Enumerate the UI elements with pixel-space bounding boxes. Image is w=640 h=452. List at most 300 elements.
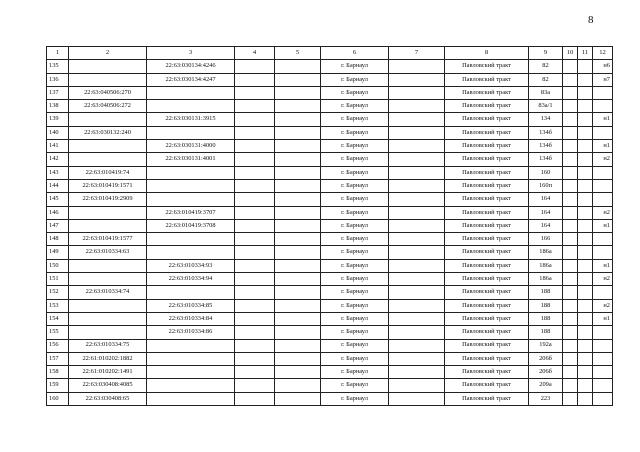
table-cell-col-2 [69,259,147,272]
table-cell-col-4 [235,273,275,286]
table-cell-col-3: 22:63:030131:4001 [147,153,235,166]
table-cell-col-5 [275,286,321,299]
table-cell-col-6: г. Барнаул [321,153,389,166]
table-cell-col-7 [389,286,445,299]
table-cell-col-8: Павловский тракт [445,246,529,259]
table-cell-col-11 [578,193,593,206]
table-cell-col-10 [563,166,578,179]
table-cell-col-12 [593,86,613,99]
table-cell-col-12: н1 [593,140,613,153]
table-cell-col-7 [389,392,445,405]
table-cell-col-9: 166 [529,233,563,246]
table-cell-col-10 [563,392,578,405]
table-cell-col-1: 139 [47,113,69,126]
table-cell-col-3 [147,366,235,379]
table-cell-col-1: 160 [47,392,69,405]
table-cell-col-6: г. Барнаул [321,273,389,286]
table-cell-col-6: г. Барнаул [321,366,389,379]
table-cell-col-9: 134б [529,126,563,139]
table-cell-col-3 [147,246,235,259]
table-cell-col-5 [275,273,321,286]
table-cell-col-7 [389,366,445,379]
table-cell-col-1: 138 [47,100,69,113]
table-cell-col-4 [235,166,275,179]
table-cell-col-11 [578,73,593,86]
table-cell-col-1: 157 [47,352,69,365]
table-cell-col-11 [578,352,593,365]
table-cell-col-9: 160п [529,179,563,192]
table-cell-col-7 [389,312,445,325]
table-cell-col-4 [235,326,275,339]
table-cell-col-8: Павловский тракт [445,193,529,206]
table-cell-col-7 [389,339,445,352]
table-cell-col-8: Павловский тракт [445,259,529,272]
column-header-8: 8 [445,47,529,60]
table-cell-col-3: 22:63:010419:3708 [147,219,235,232]
table-cell-col-11 [578,60,593,73]
table-cell-col-3 [147,286,235,299]
table-row [47,113,613,126]
table-cell-col-9: 83а [529,86,563,99]
table-cell-col-9: 134б [529,140,563,153]
table-cell-col-10 [563,179,578,192]
table-cell-col-6: г. Барнаул [321,379,389,392]
table-cell-col-9: 192а [529,339,563,352]
table-cell-col-9: 186а [529,273,563,286]
table-cell-col-4 [235,233,275,246]
table-cell-col-5 [275,366,321,379]
table-cell-col-11 [578,86,593,99]
table-cell-col-7 [389,113,445,126]
table-cell-col-12: н6 [593,60,613,73]
table-row [47,166,613,179]
table-cell-col-9: 188 [529,312,563,325]
table-cell-col-6: г. Барнаул [321,233,389,246]
table-row [47,352,613,365]
table-cell-col-5 [275,233,321,246]
table-cell-col-10 [563,206,578,219]
table-row [47,392,613,405]
table-cell-col-5 [275,166,321,179]
table-cell-col-12: н2 [593,299,613,312]
table-cell-col-3 [147,379,235,392]
table-cell-col-11 [578,206,593,219]
table-cell-col-6: г. Барнаул [321,179,389,192]
table-cell-col-1: 150 [47,259,69,272]
table-row [47,273,613,286]
table-cell-col-6: г. Барнаул [321,100,389,113]
table-cell-col-12 [593,392,613,405]
column-header-3: 3 [147,47,235,60]
table-cell-col-10 [563,193,578,206]
table-cell-col-2: 22:61:010202:1882 [69,352,147,365]
table-cell-col-1: 156 [47,339,69,352]
table-row [47,379,613,392]
table-cell-col-12: н1 [593,113,613,126]
table-cell-col-8: Павловский тракт [445,312,529,325]
table-cell-col-7 [389,299,445,312]
table-cell-col-7 [389,73,445,86]
table-cell-col-7 [389,259,445,272]
table-cell-col-8: Павловский тракт [445,126,529,139]
table-cell-col-4 [235,73,275,86]
table-cell-col-2: 22:63:010419:1577 [69,233,147,246]
table-cell-col-4 [235,379,275,392]
table-cell-col-6: г. Барнаул [321,339,389,352]
table-row [47,73,613,86]
table-row [47,312,613,325]
table-cell-col-7 [389,206,445,219]
table-cell-col-8: Павловский тракт [445,366,529,379]
table-cell-col-5 [275,126,321,139]
table-cell-col-7 [389,273,445,286]
table-cell-col-4 [235,392,275,405]
table-cell-col-10 [563,273,578,286]
table-cell-col-11 [578,100,593,113]
table-cell-col-8: Павловский тракт [445,326,529,339]
table-cell-col-1: 140 [47,126,69,139]
table-cell-col-7 [389,246,445,259]
table-cell-col-6: г. Барнаул [321,299,389,312]
table-row [47,193,613,206]
table-cell-col-8: Павловский тракт [445,113,529,126]
table-cell-col-9: 134б [529,153,563,166]
table-row [47,179,613,192]
table-cell-col-8: Павловский тракт [445,140,529,153]
table-cell-col-12 [593,100,613,113]
table-cell-col-8: Павловский тракт [445,273,529,286]
table-cell-col-11 [578,113,593,126]
table-cell-col-7 [389,233,445,246]
table-cell-col-3 [147,392,235,405]
table-cell-col-8: Павловский тракт [445,392,529,405]
table-cell-col-11 [578,246,593,259]
table-cell-col-6: г. Барнаул [321,126,389,139]
table-cell-col-4 [235,259,275,272]
table-cell-col-2 [69,140,147,153]
table-cell-col-12 [593,326,613,339]
table-cell-col-10 [563,86,578,99]
table-cell-col-3 [147,166,235,179]
table-cell-col-10 [563,299,578,312]
table-cell-col-1: 158 [47,366,69,379]
table-cell-col-9: 82 [529,73,563,86]
table-cell-col-4 [235,352,275,365]
table-cell-col-4 [235,179,275,192]
table-cell-col-8: Павловский тракт [445,379,529,392]
table-cell-col-7 [389,166,445,179]
table-cell-col-2 [69,219,147,232]
table-cell-col-2: 22:63:030408:4085 [69,379,147,392]
table-cell-col-5 [275,100,321,113]
table-cell-col-12 [593,286,613,299]
table-cell-col-10 [563,219,578,232]
table-cell-col-5 [275,326,321,339]
table-cell-col-4 [235,140,275,153]
table-cell-col-3 [147,179,235,192]
table-cell-col-12 [593,233,613,246]
table-cell-col-3 [147,233,235,246]
table-row [47,219,613,232]
table-cell-col-1: 147 [47,219,69,232]
table-cell-col-3 [147,86,235,99]
table-cell-col-7 [389,179,445,192]
table-cell-col-8: Павловский тракт [445,60,529,73]
table-cell-col-3: 22:63:030131:4000 [147,140,235,153]
table-cell-col-12 [593,193,613,206]
table-cell-col-12 [593,352,613,365]
table-cell-col-5 [275,352,321,365]
table-cell-col-4 [235,60,275,73]
table-cell-col-9: 223 [529,392,563,405]
table-cell-col-3 [147,100,235,113]
table-cell-col-10 [563,259,578,272]
table-cell-col-2 [69,60,147,73]
column-header-1: 1 [47,47,69,60]
table-cell-col-3: 22:63:010334:85 [147,299,235,312]
table-cell-col-11 [578,312,593,325]
table-cell-col-10 [563,140,578,153]
column-header-5: 5 [275,47,321,60]
table-row [47,246,613,259]
table-cell-col-6: г. Барнаул [321,206,389,219]
table-cell-col-10 [563,286,578,299]
table-cell-col-10 [563,312,578,325]
table-row [47,326,613,339]
table-cell-col-7 [389,352,445,365]
table-cell-col-12 [593,126,613,139]
table-cell-col-3: 22:63:010419:3707 [147,206,235,219]
column-header-9: 9 [529,47,563,60]
table-cell-col-1: 154 [47,312,69,325]
table-cell-col-12 [593,179,613,192]
table-body [47,60,613,406]
table-cell-col-2 [69,326,147,339]
table-cell-col-3: 22:63:010334:86 [147,326,235,339]
table-cell-col-7 [389,153,445,166]
table-cell-col-4 [235,193,275,206]
table-cell-col-1: 137 [47,86,69,99]
table-cell-col-7 [389,219,445,232]
table-cell-col-10 [563,113,578,126]
column-header-6: 6 [321,47,389,60]
header-row [47,47,613,60]
table-cell-col-12: н1 [593,259,613,272]
table-cell-col-11 [578,153,593,166]
table-cell-col-10 [563,233,578,246]
table-cell-col-8: Павловский тракт [445,233,529,246]
table-cell-col-11 [578,299,593,312]
table-cell-col-12 [593,379,613,392]
table-cell-col-11 [578,259,593,272]
table-cell-col-5 [275,299,321,312]
table-row [47,259,613,272]
table-cell-col-6: г. Барнаул [321,73,389,86]
table-cell-col-1: 151 [47,273,69,286]
table-cell-col-1: 135 [47,60,69,73]
table-cell-col-1: 159 [47,379,69,392]
table-cell-col-6: г. Барнаул [321,352,389,365]
table-cell-col-4 [235,153,275,166]
table-cell-col-12 [593,366,613,379]
table-cell-col-9: 209а [529,379,563,392]
table-row [47,126,613,139]
table-cell-col-5 [275,379,321,392]
table-cell-col-6: г. Барнаул [321,113,389,126]
table-cell-col-2 [69,206,147,219]
table-cell-col-9: 186а [529,246,563,259]
table-cell-col-6: г. Барнаул [321,392,389,405]
table-cell-col-2: 22:63:040506:270 [69,86,147,99]
table-cell-col-4 [235,100,275,113]
table-cell-col-1: 149 [47,246,69,259]
table-cell-col-3: 22:63:030134:4246 [147,60,235,73]
table-cell-col-2: 22:63:030408:65 [69,392,147,405]
table-cell-col-4 [235,312,275,325]
table-cell-col-12: н1 [593,219,613,232]
table-cell-col-4 [235,219,275,232]
table-cell-col-9: 188 [529,326,563,339]
table-cell-col-9: 206б [529,352,563,365]
table-cell-col-9: 188 [529,286,563,299]
table-cell-col-6: г. Барнаул [321,219,389,232]
table-cell-col-12: н2 [593,206,613,219]
table-cell-col-9: 83а/1 [529,100,563,113]
table-cell-col-2: 22:63:030132:240 [69,126,147,139]
table-cell-col-8: Павловский тракт [445,153,529,166]
table-cell-col-8: Павловский тракт [445,339,529,352]
table-cell-col-1: 146 [47,206,69,219]
table-cell-col-6: г. Барнаул [321,312,389,325]
table-cell-col-11 [578,379,593,392]
table-row [47,339,613,352]
column-header-4: 4 [235,47,275,60]
table-cell-col-1: 145 [47,193,69,206]
table-cell-col-1: 142 [47,153,69,166]
table-cell-col-12: н2 [593,153,613,166]
table-cell-col-11 [578,219,593,232]
table-cell-col-11 [578,392,593,405]
table-cell-col-3: 22:63:030134:4247 [147,73,235,86]
table-cell-col-8: Павловский тракт [445,286,529,299]
table-cell-col-9: 164 [529,206,563,219]
table-cell-col-10 [563,352,578,365]
table-cell-col-10 [563,366,578,379]
table-cell-col-9: 134 [529,113,563,126]
table-cell-col-4 [235,113,275,126]
table-row [47,153,613,166]
table-cell-col-8: Павловский тракт [445,166,529,179]
table-cell-col-4 [235,366,275,379]
table-cell-col-5 [275,113,321,126]
table-cell-col-2: 22:63:010419:2909 [69,193,147,206]
table-cell-col-6: г. Барнаул [321,193,389,206]
table-cell-col-7 [389,60,445,73]
table-cell-col-9: 188 [529,299,563,312]
table-cell-col-8: Павловский тракт [445,179,529,192]
table-cell-col-4 [235,206,275,219]
table-cell-col-5 [275,339,321,352]
table-cell-col-3: 22:63:010334:84 [147,312,235,325]
table-row [47,286,613,299]
table-cell-col-1: 144 [47,179,69,192]
table-cell-col-4 [235,246,275,259]
table-cell-col-1: 155 [47,326,69,339]
table-cell-col-5 [275,312,321,325]
table-row [47,366,613,379]
table-row [47,299,613,312]
table-cell-col-9: 82 [529,60,563,73]
table-cell-col-5 [275,219,321,232]
table-cell-col-2 [69,312,147,325]
table-cell-col-11 [578,233,593,246]
table-cell-col-9: 206б [529,366,563,379]
table-cell-col-6: г. Барнаул [321,286,389,299]
table-cell-col-12 [593,339,613,352]
table-cell-col-6: г. Барнаул [321,140,389,153]
table-cell-col-10 [563,153,578,166]
table-row [47,86,613,99]
table-cell-col-6: г. Барнаул [321,246,389,259]
table-row [47,206,613,219]
table-cell-col-2: 22:63:010419:74 [69,166,147,179]
table-cell-col-1: 152 [47,286,69,299]
table-cell-col-9: 164 [529,193,563,206]
table-cell-col-6: г. Барнаул [321,166,389,179]
table-cell-col-11 [578,166,593,179]
table-cell-col-2 [69,153,147,166]
table-cell-col-4 [235,86,275,99]
table-cell-col-2: 22:63:010419:1571 [69,179,147,192]
table-cell-col-10 [563,339,578,352]
table-cell-col-8: Павловский тракт [445,86,529,99]
table-cell-col-8: Павловский тракт [445,100,529,113]
table-cell-col-8: Павловский тракт [445,206,529,219]
table-cell-col-10 [563,126,578,139]
table-cell-col-5 [275,193,321,206]
column-header-11: 11 [578,47,593,60]
table-cell-col-10 [563,60,578,73]
table-cell-col-9: 186а [529,259,563,272]
table-cell-col-2: 22:63:010334:75 [69,339,147,352]
table-row [47,140,613,153]
table-cell-col-10 [563,379,578,392]
table-cell-col-8: Павловский тракт [445,352,529,365]
table-cell-col-11 [578,273,593,286]
table-cell-col-3 [147,193,235,206]
table-cell-col-3: 22:63:030131:3915 [147,113,235,126]
table-cell-col-8: Павловский тракт [445,299,529,312]
table-cell-col-5 [275,86,321,99]
register-table [46,46,613,406]
table-cell-col-7 [389,126,445,139]
table-cell-col-7 [389,140,445,153]
table-cell-col-6: г. Барнаул [321,326,389,339]
table-cell-col-7 [389,86,445,99]
table-cell-col-10 [563,326,578,339]
table-cell-col-5 [275,179,321,192]
table-cell-col-2: 22:63:040506:272 [69,100,147,113]
table-cell-col-11 [578,326,593,339]
table-cell-col-2: 22:63:010334:74 [69,286,147,299]
table-cell-col-7 [389,193,445,206]
table-cell-col-1: 153 [47,299,69,312]
table-cell-col-3 [147,126,235,139]
table-cell-col-1: 143 [47,166,69,179]
table-cell-col-5 [275,73,321,86]
table-cell-col-12: н7 [593,73,613,86]
table-cell-col-3: 22:63:010334:93 [147,259,235,272]
